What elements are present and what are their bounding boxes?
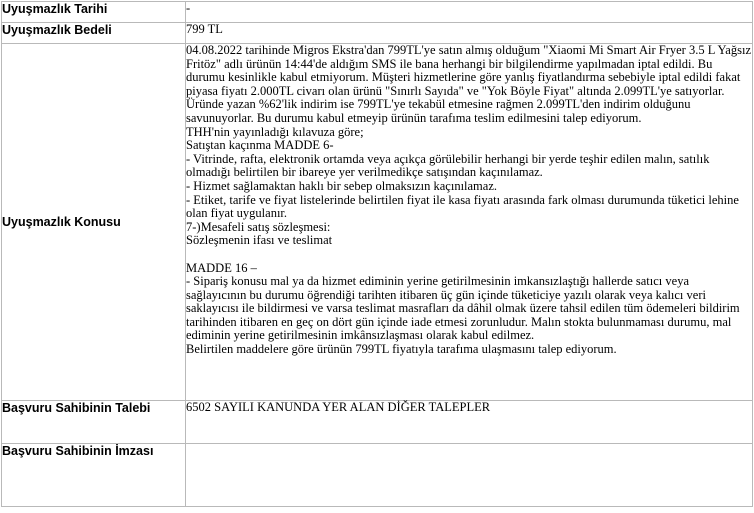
applicant-request-label: Başvuru Sahibinin Talebi: [2, 401, 186, 444]
applicant-request-value: 6502 SAYILI KANUNDA YER ALAN DİĞER TALEPLER: [186, 401, 753, 444]
row-dispute-amount: [2, 23, 753, 44]
subject-paragraph: 04.08.2022 tarihinde Migros Ekstra'dan 799TL'ye satın almış olduğum "Xiaomi Mi Smart Air Fryer 3.5 L Yağsız Fritöz" adlı ürünün 14:44'de aldığım SMS ile bana herhangi bir bilgilendirme yapılmadan iptal edildi. Bu durumu kesinlikle kabul etmiyorum. Müşteri hizmetlerine göre yanlış fiyatlandırma sebebiyle iptal edildi fakat piyasa fiyatı 2.000TL civarı olan ürünü "Sınırlı Sayıda" ve "Yok Böyle Fiyat" altında 2.099TL'ye satıyorlar. Üründe yazan %62'lik indirim ise 799TL'ye tekabül etmesine rağmen 2.099TL'den indirim olduğunu savunuyorlar. Bu durumu kabul etmeyip ürünün tarafıma teslim edilmesini talep ediyorum.: [186, 43, 751, 125]
applicant-signature-label: Başvuru Sahibinin İmzası: [2, 444, 186, 507]
blank-line: [186, 248, 752, 262]
dispute-subject-text: [186, 44, 753, 401]
row-applicant-signature: [2, 444, 753, 507]
subject-paragraph: - Etiket, tarife ve fiyat listelerinde belirtilen fiyat ile kasa fiyatı arasında fark olması durumunda tüketici lehine olan fiyat uygulanır.: [186, 192, 739, 221]
subject-paragraph: - Sipariş konusu mal ya da hizmet ediminin yerine getirilmesinin imkansızlaştığı hallerde satıcı veya sağlayıcının bu durumu öğrendiği tarihten itibaren üç gün içinde tüketiciye yazılı olarak veya kalıcı veri saklayıcısı ile bildirmesi ve varsa teslimat masrafları da dâhil olmak üzere tahsil edilen tüm ödemeleri bildirim tarihinden itibaren en geç on dört gün içinde iade etmesi zorunludur. Malın stokta bulunmaması durumu, mal ediminin yerine getirilmesinin imkânsızlaşması olarak kabul edilmez.: [186, 274, 740, 343]
subject-paragraph: Sözleşmenin ifası ve teslimat: [186, 233, 333, 248]
row-dispute-subject: [2, 44, 753, 401]
subject-paragraph: - Hizmet sağlamaktan haklı bir sebep olmaksızın kaçınılamaz.: [186, 178, 498, 193]
subject-paragraph: Satıştan kaçınma MADDE 6-: [186, 138, 334, 153]
subject-paragraph: MADDE 16 –: [186, 260, 257, 275]
subject-paragraph: 7-)Mesafeli satış sözleşmesi:: [186, 219, 331, 234]
row-dispute-date: [2, 2, 753, 23]
applicant-signature-field: [186, 444, 753, 507]
dispute-date-value: -: [186, 2, 753, 23]
dispute-date-label: Uyuşmazlık Tarihi: [2, 2, 186, 23]
subject-paragraph: Belirtilen maddelere göre ürünün 799TL fiyatıyla tarafıma ulaşmasını talep ediyorum.: [186, 342, 617, 357]
dispute-subject-label: Uyuşmazlık Konusu: [2, 44, 186, 401]
dispute-amount-value: 799 TL: [186, 23, 753, 44]
subject-paragraph: THH'nin yayınladığı kılavuza göre;: [186, 124, 364, 139]
row-applicant-request: [2, 401, 753, 444]
dispute-amount-label: Uyuşmazlık Bedeli: [2, 23, 186, 44]
application-form-table: [1, 1, 753, 507]
subject-paragraph: - Vitrinde, rafta, elektronik ortamda veya açıkça görülebilir herhangi bir yerde teşhir edilen malın, satılık olmadığı belirtilen bir ibareye yer verilmedikçe satışından kaçınılamaz.: [186, 151, 710, 180]
